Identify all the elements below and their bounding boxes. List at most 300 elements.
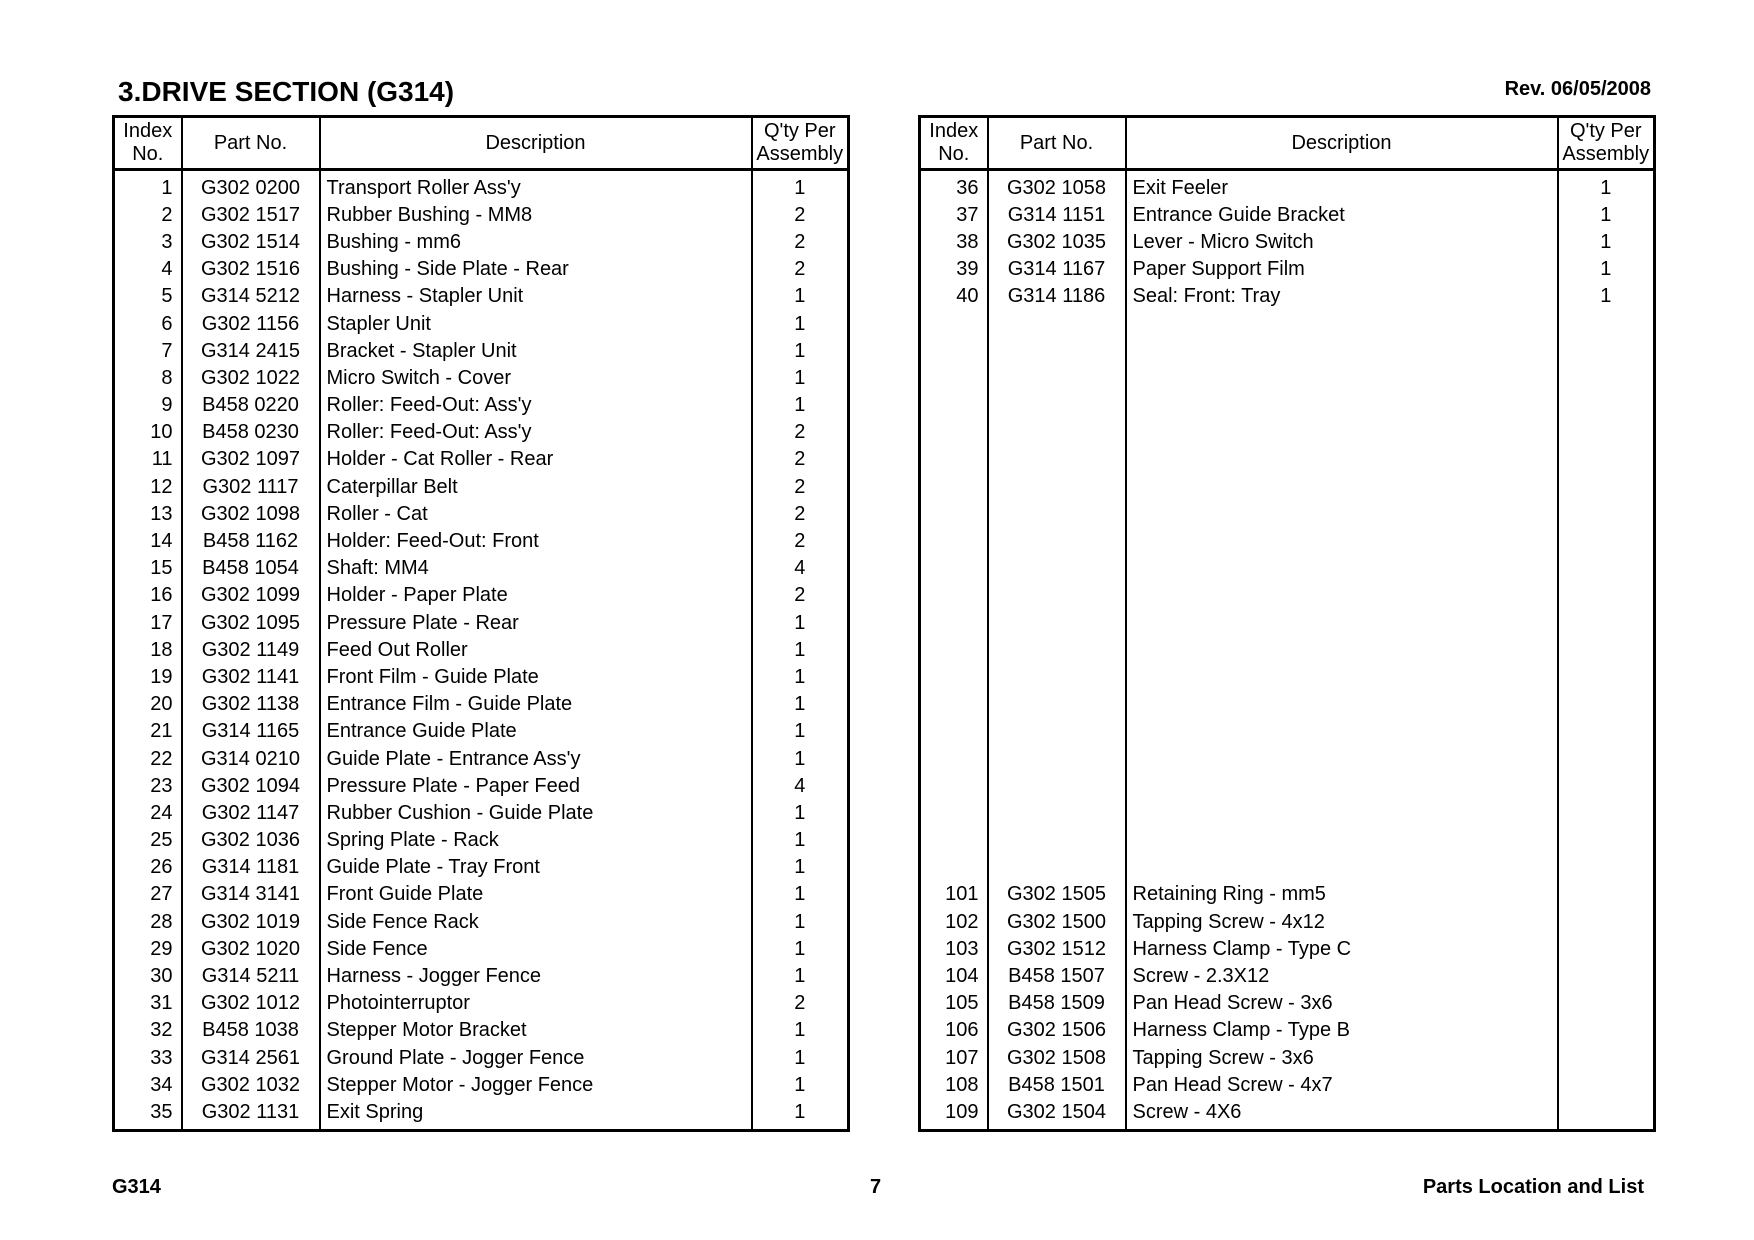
cell-description: Entrance Guide Bracket	[1126, 201, 1558, 228]
cell-description: Harness - Stapler Unit	[320, 283, 752, 310]
table-row	[114, 663, 849, 690]
cell-qty: 1	[794, 1046, 806, 1069]
table-row	[114, 908, 849, 935]
cell-index	[920, 609, 988, 636]
cell-description: Pressure Plate - Rear	[320, 609, 752, 636]
cell-qty	[1558, 691, 1655, 718]
cell-description: Feed Out Roller	[320, 636, 752, 663]
cell-description: Entrance Film - Guide Plate	[320, 691, 752, 718]
cell-part-no: B458 1054	[182, 555, 320, 582]
cell-description: Photointerruptor	[320, 990, 752, 1017]
cell-qty: 1	[1600, 285, 1612, 308]
cell-description: Stapler Unit	[320, 310, 752, 337]
table-row	[114, 827, 849, 854]
cell-index: 29	[114, 935, 182, 962]
table-row	[114, 745, 849, 772]
cell-description: Lever - Micro Switch	[1126, 228, 1558, 255]
cell-qty: 4	[794, 774, 806, 797]
cell-qty: 2	[794, 475, 806, 498]
cell-qty	[1558, 364, 1655, 391]
table-row	[920, 745, 1655, 772]
cell-part-no	[988, 827, 1126, 854]
cell-description: Paper Support Film	[1126, 256, 1558, 283]
cell-index: 101	[920, 881, 988, 908]
cell-part-no: G314 2415	[182, 337, 320, 364]
cell-part-no	[988, 337, 1126, 364]
cell-part-no: G302 1012	[182, 990, 320, 1017]
cell-description: Harness Clamp - Type C	[1126, 935, 1558, 962]
cell-index: 109	[920, 1098, 988, 1130]
col-header-part-no: Part No.	[182, 117, 320, 170]
cell-description: Ground Plate - Jogger Fence	[320, 1044, 752, 1071]
table-row	[114, 364, 849, 391]
cell-part-no: G302 1020	[182, 935, 320, 962]
cell-description: Spring Plate - Rack	[320, 827, 752, 854]
cell-index: 35	[114, 1098, 182, 1130]
table-row	[114, 799, 849, 826]
cell-index: 30	[114, 962, 182, 989]
cell-qty: 2	[794, 448, 806, 471]
cell-index: 28	[114, 908, 182, 935]
cell-index: 23	[114, 772, 182, 799]
cell-part-no: G314 3141	[182, 881, 320, 908]
table-row	[920, 881, 1655, 908]
cell-description	[1126, 691, 1558, 718]
page-title: 3.DRIVE SECTION (G314)	[118, 76, 455, 107]
cell-index	[920, 691, 988, 718]
cell-description: Rubber Cushion - Guide Plate	[320, 799, 752, 826]
table-row	[114, 228, 849, 255]
cell-index: 25	[114, 827, 182, 854]
cell-part-no: G302 1505	[988, 881, 1126, 908]
cell-part-no: G302 1032	[182, 1071, 320, 1098]
cell-description	[1126, 337, 1558, 364]
cell-part-no: G302 1022	[182, 364, 320, 391]
table-row	[920, 473, 1655, 500]
cell-description: Bushing - mm6	[320, 228, 752, 255]
cell-part-no	[988, 364, 1126, 391]
cell-qty: 1	[794, 693, 806, 716]
footer-page-number: 7	[870, 1176, 882, 1198]
table-row	[114, 582, 849, 609]
cell-description: Screw - 4X6	[1126, 1098, 1558, 1130]
cell-index: 2	[114, 201, 182, 228]
table-row	[920, 663, 1655, 690]
table-row	[114, 500, 849, 527]
cell-part-no	[988, 636, 1126, 663]
table-row	[114, 1044, 849, 1071]
cell-description: Shaft: MM4	[320, 555, 752, 582]
cell-description: Pan Head Screw - 3x6	[1126, 990, 1558, 1017]
cell-part-no: G302 1099	[182, 582, 320, 609]
cell-description: Holder - Cat Roller - Rear	[320, 446, 752, 473]
cell-part-no: G302 1097	[182, 446, 320, 473]
cell-part-no: G302 1036	[182, 827, 320, 854]
cell-description	[1126, 473, 1558, 500]
cell-description: Stepper Motor Bracket	[320, 1017, 752, 1044]
cell-part-no: G302 1149	[182, 636, 320, 663]
cell-description	[1126, 500, 1558, 527]
cell-index: 6	[114, 310, 182, 337]
cell-index: 39	[920, 256, 988, 283]
table-row	[114, 935, 849, 962]
cell-description: Guide Plate - Tray Front	[320, 854, 752, 881]
table-row	[114, 718, 849, 745]
table-row	[920, 1017, 1655, 1044]
cell-part-no	[988, 527, 1126, 554]
table-row	[920, 1098, 1655, 1130]
cell-index: 4	[114, 256, 182, 283]
cell-part-no: G302 1147	[182, 799, 320, 826]
table-row	[920, 201, 1655, 228]
cell-qty: 1	[794, 1073, 806, 1096]
cell-part-no	[988, 446, 1126, 473]
table-row	[114, 446, 849, 473]
cell-index	[920, 392, 988, 419]
cell-qty: 4	[794, 557, 806, 580]
cell-description: Harness - Jogger Fence	[320, 962, 752, 989]
cell-index	[920, 446, 988, 473]
col-header-index: Index No.	[114, 117, 182, 170]
cell-qty: 2	[794, 230, 806, 253]
cell-qty: 1	[1600, 176, 1612, 199]
cell-qty: 1	[794, 339, 806, 362]
table-row	[114, 691, 849, 718]
cell-index: 34	[114, 1071, 182, 1098]
cell-qty: 2	[794, 258, 806, 281]
cell-index: 33	[114, 1044, 182, 1071]
cell-index	[920, 745, 988, 772]
cell-part-no	[988, 473, 1126, 500]
cell-qty: 1	[794, 747, 806, 770]
cell-part-no: B458 1038	[182, 1017, 320, 1044]
parts-table-right	[918, 115, 1656, 1132]
cell-index: 22	[114, 745, 182, 772]
cell-description: Front Guide Plate	[320, 881, 752, 908]
cell-part-no: G302 1506	[988, 1017, 1126, 1044]
cell-index	[920, 854, 988, 881]
cell-description	[1126, 446, 1558, 473]
table-row	[114, 1071, 849, 1098]
cell-part-no: G302 1098	[182, 500, 320, 527]
cell-index: 38	[920, 228, 988, 255]
cell-qty: 1	[794, 801, 806, 824]
cell-index: 19	[114, 663, 182, 690]
cell-description	[1126, 582, 1558, 609]
cell-description: Roller - Cat	[320, 500, 752, 527]
cell-index: 32	[114, 1017, 182, 1044]
cell-index: 102	[920, 908, 988, 935]
cell-description	[1126, 636, 1558, 663]
table-row	[114, 337, 849, 364]
cell-part-no: B458 0230	[182, 419, 320, 446]
cell-description: Front Film - Guide Plate	[320, 663, 752, 690]
cell-index: 3	[114, 228, 182, 255]
cell-qty: 1	[794, 856, 806, 879]
table-row	[920, 609, 1655, 636]
table-row	[920, 283, 1655, 310]
cell-qty: 1	[794, 312, 806, 335]
table-row	[114, 283, 849, 310]
cell-qty: 1	[794, 829, 806, 852]
cell-part-no: G314 1181	[182, 854, 320, 881]
cell-index: 21	[114, 718, 182, 745]
table-row	[114, 256, 849, 283]
cell-description: Guide Plate - Entrance Ass'y	[320, 745, 752, 772]
table-row	[920, 935, 1655, 962]
cell-part-no: G302 1156	[182, 310, 320, 337]
cell-index: 15	[114, 555, 182, 582]
cell-part-no: G302 1517	[182, 201, 320, 228]
cell-qty: 2	[794, 530, 806, 553]
cell-description	[1126, 745, 1558, 772]
cell-part-no: G302 1500	[988, 908, 1126, 935]
table-row	[920, 170, 1655, 202]
cell-qty: 1	[794, 910, 806, 933]
col-header-description: Description	[320, 117, 752, 170]
cell-index	[920, 663, 988, 690]
cell-description	[1126, 663, 1558, 690]
cell-description: Rubber Bushing - MM8	[320, 201, 752, 228]
cell-qty	[1558, 718, 1655, 745]
cell-description: Side Fence	[320, 935, 752, 962]
cell-qty	[1558, 310, 1655, 337]
table-row	[114, 527, 849, 554]
cell-index	[920, 636, 988, 663]
cell-index: 36	[920, 170, 988, 202]
cell-qty	[1558, 337, 1655, 364]
table-row	[114, 1098, 849, 1130]
cell-part-no: G314 1165	[182, 718, 320, 745]
cell-part-no: G302 1138	[182, 691, 320, 718]
cell-index	[920, 827, 988, 854]
cell-qty: 2	[794, 502, 806, 525]
cell-index	[920, 500, 988, 527]
cell-description	[1126, 555, 1558, 582]
cell-part-no	[988, 854, 1126, 881]
table-row	[114, 609, 849, 636]
cell-part-no: G314 0210	[182, 745, 320, 772]
cell-index	[920, 718, 988, 745]
cell-qty	[1558, 473, 1655, 500]
table-header-row	[114, 117, 849, 170]
cell-index: 9	[114, 392, 182, 419]
cell-qty	[1558, 392, 1655, 419]
cell-part-no: G314 1151	[988, 201, 1126, 228]
table-row	[920, 990, 1655, 1017]
cell-qty	[1558, 609, 1655, 636]
cell-part-no	[988, 691, 1126, 718]
cell-description: Tapping Screw - 4x12	[1126, 908, 1558, 935]
footer-section-name: Parts Location and List	[1422, 1176, 1644, 1198]
table-row	[114, 881, 849, 908]
cell-index	[920, 364, 988, 391]
cell-qty	[1558, 772, 1655, 799]
table-row	[920, 555, 1655, 582]
cell-description: Holder: Feed-Out: Front	[320, 527, 752, 554]
col-header-description: Description	[1126, 117, 1558, 170]
table-row	[114, 419, 849, 446]
col-header-index: Index No.	[920, 117, 988, 170]
table-row	[114, 990, 849, 1017]
table-row	[920, 256, 1655, 283]
cell-index: 1	[114, 170, 182, 202]
table-row	[114, 201, 849, 228]
cell-index: 107	[920, 1044, 988, 1071]
cell-qty	[1558, 990, 1655, 1017]
cell-part-no: G302 1514	[182, 228, 320, 255]
cell-index	[920, 473, 988, 500]
table-row	[920, 799, 1655, 826]
cell-description	[1126, 609, 1558, 636]
table-row	[920, 392, 1655, 419]
cell-description: Roller: Feed-Out: Ass'y	[320, 419, 752, 446]
cell-qty: 1	[794, 638, 806, 661]
cell-qty	[1558, 827, 1655, 854]
cell-part-no	[988, 555, 1126, 582]
cell-qty: 1	[794, 611, 806, 634]
cell-description: Bracket - Stapler Unit	[320, 337, 752, 364]
cell-index: 105	[920, 990, 988, 1017]
cell-index	[920, 582, 988, 609]
cell-description	[1126, 310, 1558, 337]
cell-description: Roller: Feed-Out: Ass'y	[320, 392, 752, 419]
cell-qty: 1	[794, 720, 806, 743]
cell-part-no: G302 1058	[988, 170, 1126, 202]
cell-description	[1126, 827, 1558, 854]
cell-index	[920, 310, 988, 337]
table-row	[920, 527, 1655, 554]
cell-part-no	[988, 582, 1126, 609]
cell-qty	[1558, 935, 1655, 962]
cell-description	[1126, 799, 1558, 826]
cell-index: 108	[920, 1071, 988, 1098]
cell-index: 8	[114, 364, 182, 391]
table-row	[114, 310, 849, 337]
cell-qty: 2	[794, 992, 806, 1015]
cell-index: 17	[114, 609, 182, 636]
cell-index: 40	[920, 283, 988, 310]
cell-qty	[1558, 745, 1655, 772]
footer-model: G314	[112, 1176, 161, 1198]
cell-qty: 1	[794, 937, 806, 960]
col-header-qty: Q'ty Per Assembly	[752, 117, 849, 170]
cell-qty	[1558, 1071, 1655, 1098]
cell-part-no	[988, 419, 1126, 446]
cell-qty: 2	[794, 421, 806, 444]
cell-qty: 1	[794, 1019, 806, 1042]
cell-description	[1126, 854, 1558, 881]
cell-part-no: G302 1131	[182, 1098, 320, 1130]
cell-index	[920, 772, 988, 799]
cell-part-no: G314 1167	[988, 256, 1126, 283]
table-row	[920, 718, 1655, 745]
cell-part-no: G302 1516	[182, 256, 320, 283]
cell-part-no: G302 1512	[988, 935, 1126, 962]
cell-part-no	[988, 799, 1126, 826]
cell-index: 31	[114, 990, 182, 1017]
parts-table-left	[112, 115, 850, 1132]
cell-part-no: G302 1035	[988, 228, 1126, 255]
cell-index: 27	[114, 881, 182, 908]
col-header-part-no: Part No.	[988, 117, 1126, 170]
cell-qty: 1	[794, 665, 806, 688]
cell-part-no: B458 0220	[182, 392, 320, 419]
table-row	[114, 473, 849, 500]
cell-part-no: G314 5211	[182, 962, 320, 989]
cell-qty: 1	[794, 285, 806, 308]
cell-description: Entrance Guide Plate	[320, 718, 752, 745]
table-row	[920, 582, 1655, 609]
cell-qty: 1	[1600, 230, 1612, 253]
cell-qty: 1	[794, 1100, 806, 1123]
cell-part-no: G314 1186	[988, 283, 1126, 310]
cell-description	[1126, 718, 1558, 745]
col-header-qty: Q'ty Per Assembly	[1558, 117, 1655, 170]
cell-part-no: B458 1507	[988, 962, 1126, 989]
cell-description: Side Fence Rack	[320, 908, 752, 935]
table-row	[920, 1044, 1655, 1071]
table-row	[920, 337, 1655, 364]
table-row	[114, 962, 849, 989]
cell-qty: 1	[794, 176, 806, 199]
cell-qty	[1558, 908, 1655, 935]
cell-description: Pan Head Screw - 4x7	[1126, 1071, 1558, 1098]
cell-qty	[1558, 663, 1655, 690]
cell-qty: 1	[794, 366, 806, 389]
cell-part-no	[988, 745, 1126, 772]
cell-description: Retaining Ring - mm5	[1126, 881, 1558, 908]
cell-index: 103	[920, 935, 988, 962]
table-row	[920, 364, 1655, 391]
cell-description: Exit Feeler	[1126, 170, 1558, 202]
table-row	[920, 908, 1655, 935]
cell-part-no	[988, 609, 1126, 636]
cell-index: 13	[114, 500, 182, 527]
table-row	[114, 772, 849, 799]
cell-description: Transport Roller Ass'y	[320, 170, 752, 202]
table-row	[920, 500, 1655, 527]
table-row	[114, 636, 849, 663]
cell-index: 24	[114, 799, 182, 826]
cell-qty	[1558, 419, 1655, 446]
cell-qty	[1558, 881, 1655, 908]
cell-index: 11	[114, 446, 182, 473]
cell-part-no: G302 1508	[988, 1044, 1126, 1071]
cell-part-no	[988, 663, 1126, 690]
cell-description: Screw - 2.3X12	[1126, 962, 1558, 989]
cell-part-no	[988, 392, 1126, 419]
cell-part-no: G302 1117	[182, 473, 320, 500]
cell-part-no	[988, 718, 1126, 745]
cell-qty	[1558, 527, 1655, 554]
cell-part-no: G302 1095	[182, 609, 320, 636]
cell-qty: 1	[1600, 258, 1612, 281]
cell-qty	[1558, 446, 1655, 473]
cell-part-no: G314 5212	[182, 283, 320, 310]
table-row	[920, 228, 1655, 255]
cell-description	[1126, 772, 1558, 799]
cell-qty	[1558, 636, 1655, 663]
cell-qty	[1558, 1044, 1655, 1071]
cell-qty: 2	[794, 584, 806, 607]
table-row	[114, 854, 849, 881]
cell-part-no	[988, 500, 1126, 527]
cell-qty	[1558, 962, 1655, 989]
cell-index: 16	[114, 582, 182, 609]
table-row	[920, 962, 1655, 989]
cell-qty	[1558, 1017, 1655, 1044]
